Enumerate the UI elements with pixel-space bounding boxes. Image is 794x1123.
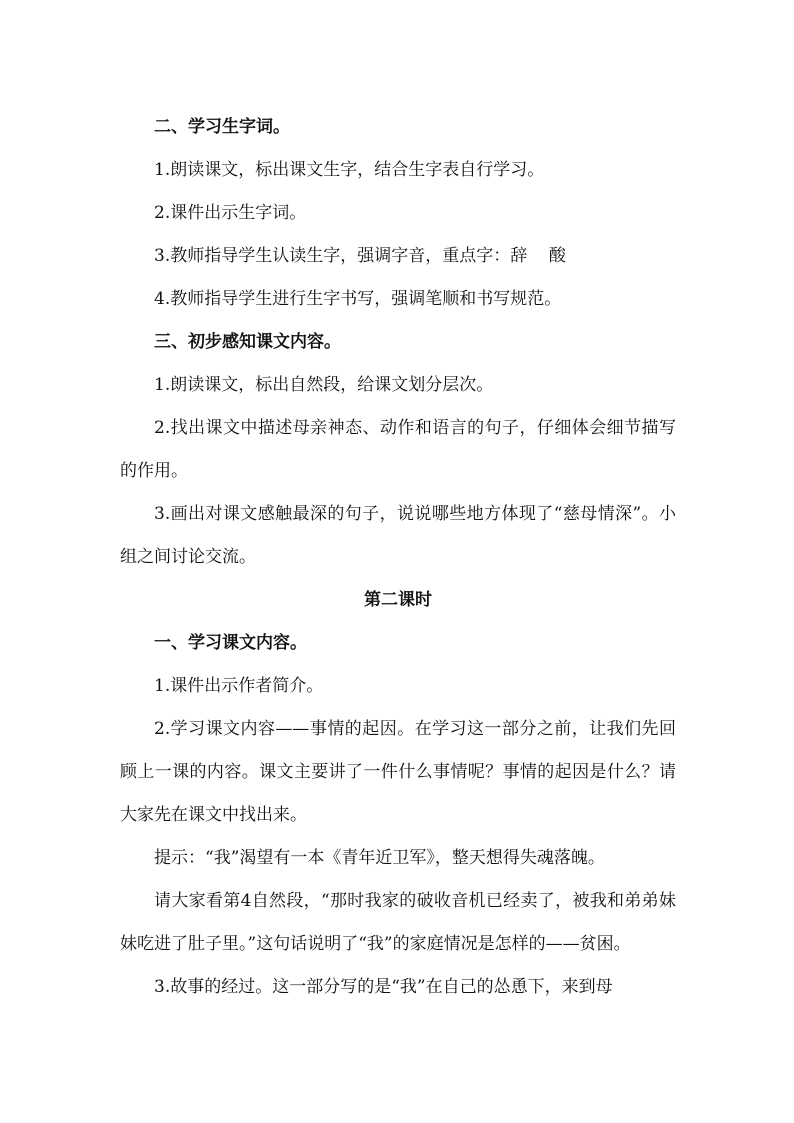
list-item: 1.朗读课文，标出课文生字，结合生字表自行学习。: [154, 160, 545, 180]
hint-paragraph: 提示：“我”渴望有一本《青年近卫军》，整天想得失魂落魄。: [154, 848, 605, 868]
list-item: 3.故事的经过。这一部分写的是“我”在自己的怂恿下，来到母: [154, 977, 613, 997]
list-item: 2.课件出示生字词。: [154, 203, 307, 223]
list-item: 1.朗读课文，标出自然段，给课文划分层次。: [154, 375, 494, 395]
body-paragraph: 请大家看第4自然段，“那时我家的破收音机已经卖了，被我和弟弟妹妹吃进了肚子里。”这句话说明了“我”的家庭情况是怎样的——贫困。: [120, 891, 676, 954]
list-item: 2.找出课文中描述母亲神态、动作和语言的句子，仔细体会细节描写的作用。: [120, 418, 676, 481]
document-page: [120, 106, 676, 1009]
list-item: 3.画出对课文感触最深的句子，说说哪些地方体现了“慈母情深”。小组之间讨论交流。: [120, 504, 676, 567]
list-item: 4.教师指导学生进行生字书写，强调笔顺和书写规范。: [154, 289, 562, 309]
lesson-title: 第二课时: [364, 590, 432, 610]
section-heading: 三、初步感知课文内容。: [154, 332, 341, 352]
section-heading: 一、学习课文内容。: [154, 633, 307, 653]
list-item: 3.教师指导学生认读生字，强调字音，重点字：辞 酸: [154, 246, 566, 266]
list-item: 1.课件出示作者简介。: [154, 676, 324, 696]
section-heading: 二、学习生字词。: [154, 117, 290, 137]
list-item: 2.学习课文内容——事情的起因。在学习这一部分之前，让我们先回顾上一课的内容。课文主要讲了一件什么事情呢？事情的起因是什么？请大家先在课文中找出来。: [120, 719, 676, 825]
